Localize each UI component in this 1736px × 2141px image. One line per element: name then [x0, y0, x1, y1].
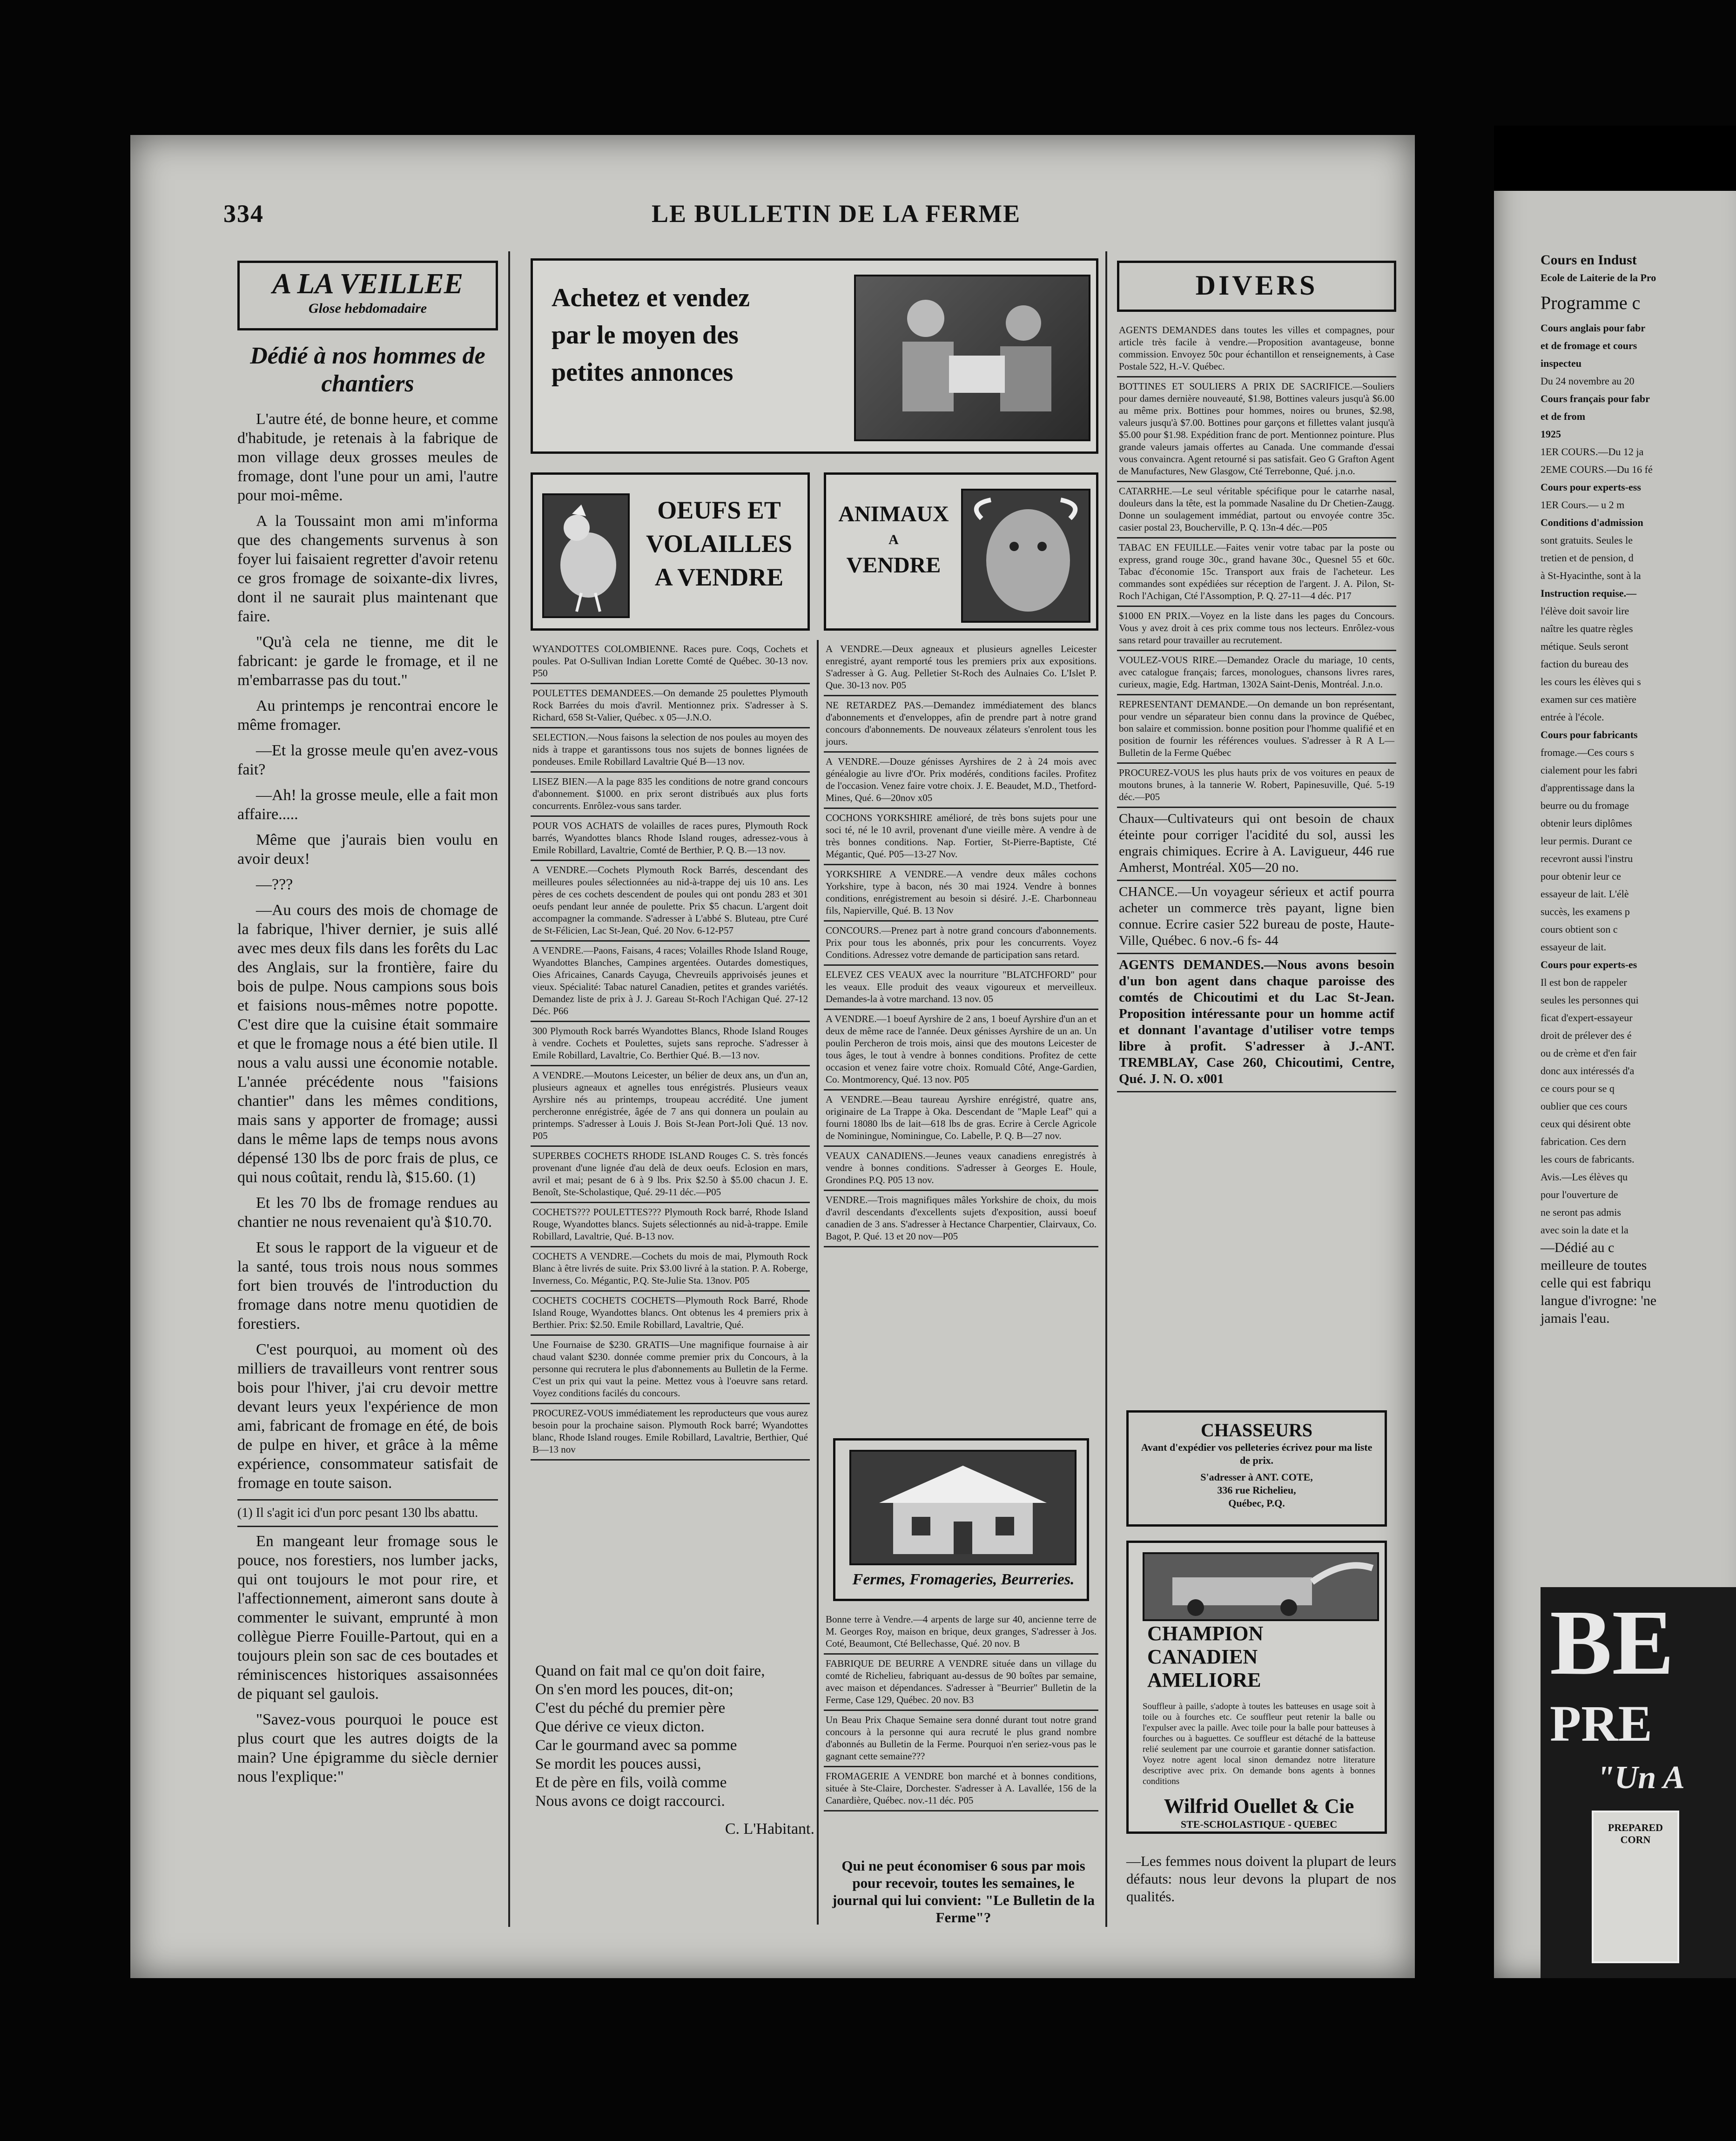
veillee-paragraph: "Qu'à cela ne tienne, me dit le fabricant: je garde le fromage, et il ne m'embarrasse pas du tout." — [237, 633, 498, 689]
classified-ad: LISEZ BIEN.—A la page 835 les conditions de notre grand concours d'abonnement. $1000. en prix seront distribués aux plus forts concurrents. Enrôlez-vous sans tarder. — [531, 773, 810, 817]
champion-line: CHAMPION — [1147, 1622, 1264, 1645]
animaux-header — [824, 472, 1098, 631]
facing-line: ceux qui désirent obte — [1541, 1118, 1631, 1130]
facing-line: métique. Seuls seront — [1541, 640, 1628, 652]
divers-ads-list — [1117, 321, 1396, 1092]
facing-line: oublier que ces cours — [1541, 1100, 1628, 1112]
classified-ad: Bonne terre à Vendre.—4 arpents de large sur 40, ancienne terre de M. Georges Roy, maison en brique, deux granges, S'adresser à Jos. Coté, Beaumont, Cté Bellechasse, Qué. 20 nov. B — [824, 1610, 1098, 1655]
classified-ad: VOULEZ-VOUS RIRE.—Demandez Oracle du mariage, 10 cents, avec catalogue français; farces, monologues, chansons livres rares, curieux, magie, Edg. Hartman, 1302A Saint-Denis, Montréal. J.n.o. — [1117, 651, 1396, 695]
facing-ad-small: "Un A — [1596, 1760, 1685, 1796]
poem — [535, 1662, 814, 1838]
animaux-ads-list — [824, 640, 1098, 1247]
classified-ad: BOTTINES ET SOULIERS A PRIX DE SACRIFICE.—Souliers pour dames dernière nouveauté, $1.98, Bottines valeurs jusqu'à $6.00 au même prix. Bottines pour hommes, noires ou brunes, $2.98, valeurs jusqu'à $7.00. Bottines pour garçons et fillettes valant jusqu'à $5.00 pour $1.98. Expédition franc de port. Mentionnez pointure. Plus grande valeurs jamais offertes au Canada. Une commande d'essai vous convaincra. Agent retourné si pas satisfait. Geo G Grafton Agent de Manufactures, New Glasgow, Cté Terrebonne, Qué. j.n.o. — [1117, 377, 1396, 482]
classified-ad: Un Beau Prix Chaque Semaine sera donné durant tout notre grand concours à la personne qui aura recruté le plus grand nombre d'abonnés au Bulletin de la Ferme. Pourquoi n'en seriez-vous pas le gagnant cette semaine??? — [824, 1711, 1098, 1767]
animaux-line: A — [888, 532, 899, 547]
bull-head-icon — [963, 491, 1089, 621]
product-box — [1592, 1811, 1679, 1963]
facing-line: et de fromage et cours — [1541, 340, 1637, 351]
chasseurs-text: 336 rue Richelieu, — [1217, 1484, 1296, 1496]
chasseurs-text: S'adresser à ANT. COTE, — [1200, 1471, 1313, 1483]
facing-line: recevront aussi l'instru — [1541, 853, 1633, 864]
subscription-promo: Qui ne peut économiser 6 sous par mois pour recevoir, toutes les semaines, le journal qui lui convient: "Le Bulletin de la Ferme"? — [832, 1858, 1095, 1926]
facing-line: les cours de fabricants. — [1541, 1153, 1635, 1165]
classified-ad: TABAC EN FEUILLE.—Faites venir votre tabac par la poste ou express, grand rouge 30c., grand havane 30c., Quesnel 55 et 60c. Tabac d'économie 15c. Transport aux frais de l'acheteur. Les commandes sont expédiées sur réception de l'argent. J. A. Pilon, St-Roch l'Achigan, Cté l'Assomption, P. Q. 27-11—4 déc. P17 — [1117, 539, 1396, 607]
petites-annonces-banner — [531, 258, 1098, 454]
classified-ad: CATARRHE.—Le seul véritable spécifique pour le catarrhe nasal, douleurs dans la tête, est la pommade Nasaline du Dr Chetien-Zaugg. Donne un soulagement immédiat, partout ou envoyée contre 35c. casier postal 23, Boucherville, P. Q. 13n-4 déc.—P05 — [1117, 482, 1396, 539]
champion-body: Souffleur à paille, s'adopte à toutes les batteuses en usage soit à toile ou à fourches etc. Ce souffleur peut retenir la balle ou l'expulser avec la paille. Avec toile pour la balle pour batteuses à fourches ou à baguettes. Ce souffleur est détaché de la batteuse relié seulement par une courroie et garantie donner satisfaction. Voyez notre agent local sinon demandez notre literature descriptive avec prix. On demande bons agents à bonnes conditions — [1143, 1702, 1375, 1786]
classified-ad: AGENTS DEMANDES dans toutes les villes et compagnes, pour article très facile à vendre.—Proposition avantageuse, bonne commission. Envoyez 50c pour échantillon et renseignements, à Case Postale 522, H.-V. Québec. — [1117, 321, 1396, 377]
classified-ad: VEAUX CANADIENS.—Jeunes veaux canadiens enregistrés à vendre à bonnes conditions. S'adresser à Georges E. Houle, Grondines P.Q. P05 13 nov. — [824, 1147, 1098, 1191]
classified-ad-large: CHANCE.—Un voyageur sérieux et actif pourra acheter un commerce très payant, ligne bien connue. Ecrire casier 522 bureau de poste, Haute-Ville, Québec. 6 nov.-6 fs- 44 — [1117, 881, 1396, 954]
banner-line: par le moyen des — [552, 321, 739, 350]
veillee-paragraph: C'est pourquoi, au moment où des milliers de travailleurs vont rentrer sous bois pour l'hiver, j'ai cru devoir mettre devant leurs yeux l'expérience de mon ami, fabricant de fromage en été, de bois de pulpe en hiver, et grâce à la même expérience, consommateur satisfait de fromage en toute saison. — [237, 1341, 498, 1492]
veillee-paragraph: A la Toussaint mon ami m'informa que des changements survenus à son foyer lui faisaient regretter d'avoir retenu ce gros fromage de soixante-dix livres, dont il ne saurait plus maintenant que faire. — [237, 512, 498, 625]
champion-ad — [1126, 1541, 1387, 1834]
facing-line: cialement pour les fabri — [1541, 764, 1638, 776]
classified-ad: CONCOURS.—Prenez part à notre grand concours d'abonnements. Prix pour tous les abonnés, prix pour les concurrents. Voyez Conditions. Adressez votre demande de participation sans retard. — [824, 922, 1098, 966]
classified-ad: ELEVEZ CES VEAUX avec la nourriture "BLATCHFORD" pour les veaux. Elle produit des veaux vigoureux et merveilleux. Demandes-la à votre marchand. 13 nov. 05 — [824, 966, 1098, 1010]
chasseurs-title: CHASSEURS — [1200, 1420, 1313, 1441]
facing-line: ce cours pour se q — [1541, 1083, 1615, 1094]
poem-line: Que dérive ce vieux dicton. — [535, 1718, 705, 1735]
veillee-body — [237, 410, 498, 1793]
facing-line: 1925 — [1541, 428, 1561, 440]
facing-line: les cours les élèves qui s — [1541, 676, 1641, 687]
champion-line: AMELIORE — [1147, 1669, 1261, 1691]
classified-ad: COCHETS COCHETS COCHETS—Plymouth Rock Barré, Rhode Island Rouge, Wyandottes blancs. Ont obtenus les 4 premiers prix à Berthier. Prix: $2.50. Emile Robillard, Lavaltrie, Qué. — [531, 1292, 810, 1336]
facing-line: et de from — [1541, 411, 1586, 422]
column-rule — [1105, 251, 1107, 1927]
poem-line: Car le gourmand avec sa pomme — [535, 1737, 737, 1754]
veillee-header-box — [237, 261, 498, 330]
facing-line: Cours en Indust — [1541, 252, 1637, 268]
facing-line: Ecole de Laiterie de la Pro — [1541, 272, 1656, 283]
classified-ad: PROCUREZ-VOUS les plus hauts prix de vos voitures en peaux de moutons brunes, à la tannerie W. Robert, Papinesuville, Qué. 5-19 déc.—P05 — [1117, 764, 1396, 808]
couple-reading-illustration — [854, 275, 1090, 441]
facing-line: leur permis. Durant ce — [1541, 835, 1632, 847]
chasseurs-ad — [1126, 1410, 1387, 1527]
classified-ad: 300 Plymouth Rock barrés Wyandottes Blancs, Rhode Island Rouges à vendre. Cochets et Poulettes, sujets sans reproche. S'adresser à Emile Robillard, Lavaltrie, Co. Berthier Qué. B.—13 nov. — [531, 1022, 810, 1066]
veillee-paragraph: —Ah! la grosse meule, elle a fait mon affaire..... — [237, 787, 498, 823]
facing-line: Cours pour experts-es — [1541, 959, 1637, 970]
product-box-label: PREPARED CORN — [1608, 1822, 1663, 1845]
facing-line: entrée à l'école. — [1541, 711, 1604, 723]
facing-line: celle qui est fabriqu — [1541, 1275, 1651, 1291]
veillee-paragraph: —Au cours des mois de chomage de la fabrique, l'hiver dernier, je suis allé avec mes deux fils dans les forêts du Lac des Anglais, sur la frontière, faire du bois de pulpe. Nous campions sous bois et faisions nous-mêmes notre popotte. C'est dire que la cuisine était sommaire et que le fromage nous a été bien utile. Il nous a valu aussi une économie notable. L'année précédente nous "faisions chantier" dans les mêmes conditions, mais sans y apporter de fromage; aussi dans le même laps de temps nous avons dépensé 130 lbs de porc frais de plus, ce qui nous coûtait, rendu là, $15.60. (1) — [237, 902, 498, 1186]
facing-line: naître les quatre règles — [1541, 623, 1633, 634]
facing-ad-mid: PRE — [1550, 1695, 1652, 1752]
veillee-paragraph: "Savez-vous pourquoi le pouce est plus court que les autres doigts de la main? Une épigramme du siècle dernier nous l'explique:" — [237, 1711, 498, 1785]
rooster-illustration — [542, 493, 630, 618]
thresher-illustration — [1143, 1552, 1379, 1621]
facing-line: jamais l'eau. — [1541, 1311, 1610, 1326]
facing-line: 1ER Cours.— u 2 m — [1541, 499, 1625, 511]
facing-line: Avis.—Les élèves qu — [1541, 1171, 1628, 1183]
veillee-paragraph: —Et la grosse meule qu'en avez-vous fait? — [237, 742, 498, 778]
classified-ad-large: AGENTS DEMANDES.—Nous avons besoin d'un bon agent dans chaque paroisse des comtés de Chicoutimi et du Lac St-Jean. Proposition intéressante pour un homme actif et donnant l'avantage d'utiliser votre temps libre à profit. S'adresser à J.-ANT. TREMBLAY, Case 260, Chicoutimi, Centre, Qué. J. N. O. x001 — [1117, 954, 1396, 1092]
facing-line: ou de crème et d'en fair — [1541, 1047, 1637, 1059]
farmhouse-icon — [851, 1452, 1075, 1563]
classified-ad: FROMAGERIE A VENDRE bon marché et à bonnes conditions, située à Ste-Claire, Dorchester. S'adresser à A. Lavallée, 156 de la Canardière, Québec. nov.-11 déc. P05 — [824, 1767, 1098, 1811]
facing-line: pour obtenir leur ce — [1541, 870, 1621, 882]
facing-line: Cours pour experts-ess — [1541, 481, 1641, 493]
column-rule — [508, 251, 510, 1927]
facing-line: Instruction requise.— — [1541, 587, 1637, 599]
facing-ad-big: BE — [1550, 1591, 1674, 1694]
facing-line: essayeur de lait. L'élè — [1541, 888, 1629, 900]
divers-title: DIVERS — [1195, 270, 1318, 301]
classified-ad: SELECTION.—Nous faisons la selection de nos poules au moyen des nids à trappe et garantissons tous nos sujets de bonnes lignées de pondeuses. Emile Robillard Lavaltrie Qué B—13 nov. — [531, 728, 810, 773]
farmhouse-illustration — [849, 1450, 1077, 1565]
newspaper-page — [130, 135, 1415, 1978]
classified-ad: $1000 EN PRIX.—Voyez en la liste dans les pages du Concours. Vous y avez droit à ces prix comme tous nos lecteurs. Enrôlez-vous sans retard pour travailler au recrutement. — [1117, 607, 1396, 651]
facing-ad-block — [1541, 1587, 1736, 1978]
facing-line: Conditions d'admission — [1541, 517, 1643, 528]
facing-line: langue d'ivrogne: 'ne — [1541, 1293, 1657, 1308]
veillee-paragraph: Au printemps je rencontrai encore le même fromager. — [237, 697, 498, 734]
animaux-line: ANIMAUX — [838, 502, 949, 526]
fermes-illustration-box — [833, 1438, 1089, 1601]
animaux-line: VENDRE — [846, 553, 941, 578]
classified-ad: COCHETS A VENDRE.—Cochets du mois de mai, Plymouth Rock Blanc à être livrés de suite. Prix $3.00 livré à la station. P. A. Roberge, Inverness, Co. Mégantic, P.Q. Ste-Julie Sta. 13nov. P05 — [531, 1247, 810, 1292]
classified-ad: A VENDRE.—Douze génisses Ayrshires de 2 à 24 mois avec généalogie au livre d'Or. Prix modérés, conditions faciles. Profitez de l'occasion. Venez faire votre choix. J. E. Beaudet, M.D., Thetford-Mines, Qué. 6—20nov x05 — [824, 753, 1098, 809]
facing-page-text — [1541, 251, 1736, 1327]
veillee-subtitle: Glose hebdomadaire — [308, 301, 427, 316]
page-number: 334 — [223, 200, 264, 228]
poem-line: Et de père en fils, voilà comme — [535, 1774, 727, 1791]
facing-line: ne seront pas admis — [1541, 1206, 1621, 1218]
rooster-icon — [544, 495, 628, 616]
facing-line: Cours pour fabricants — [1541, 729, 1638, 741]
running-title: LE BULLETIN DE LA FERME — [652, 200, 1021, 228]
fermes-ads-list — [824, 1610, 1098, 1811]
facing-line: beurre ou du fromage — [1541, 800, 1629, 811]
facing-line: essayeur de lait. — [1541, 941, 1607, 953]
facing-line: Cours anglais pour fabr — [1541, 322, 1646, 334]
facing-line: Du 24 novembre au 20 — [1541, 375, 1635, 387]
facing-line: fabrication. Ces dern — [1541, 1136, 1626, 1147]
facing-page-top-edge — [1494, 126, 1736, 191]
classified-ad: COCHETS??? POULETTES??? Plymouth Rock barré, Rhode Island Rouge, Wyandottes blancs. Sujets sélectionnés au nid-à-trappe. Emile Robillard, Lavaltrie, Qué. B-13 nov. — [531, 1203, 810, 1247]
banner-line: Achetez et vendez — [552, 283, 750, 312]
classified-ad: Une Fournaise de $230. GRATIS—Une magnifique fournaise à air chaud valant $230. donnée comme premier prix du Concours, à la personne qui recrutera le plus d'abonnements au Bulletin de la Ferme. C'est un prix qui vaut la peine. Mettez vous à l'oeuvre sans retard. Voyez conditions facilés du concours. — [531, 1336, 810, 1404]
fermes-caption: Fermes, Fromageries, Beurreries. — [852, 1571, 1075, 1588]
veillee-paragraph: Même que j'aurais bien voulu en avoir deux! — [237, 831, 498, 868]
poem-line: Se mordit les pouces aussi, — [535, 1756, 701, 1772]
veillee-paragraph: L'autre été, de bonne heure, et comme d'habitude, je retenais à la fabrique de mon village deux grosses meules de fromage, dont l'une pour un ami, l'autre pour moi-même. — [237, 411, 498, 504]
divers-header — [1117, 261, 1396, 312]
veillee-continuation — [237, 1526, 498, 1786]
oeufs-header-text: OEUFS ET VOLAILLES A VENDRE — [646, 496, 793, 591]
chasseurs-text: Québec, P.Q. — [1228, 1497, 1285, 1509]
classified-ad: A VENDRE.—Beau taureau Ayrshire enrégistré, quatre ans, originaire de La Trappe à Oka. Descendant de "Maple Leaf" qui a fourni 18080 lbs de lait—618 lbs de gras. Ecrire à Cercle Agricole de Nominingue, Nominingue, Co. Labelle, P. Q. B—27 nov. — [824, 1091, 1098, 1147]
facing-line: tretien et de pension, d — [1541, 552, 1634, 564]
facing-line: obtenir leurs diplômes — [1541, 817, 1632, 829]
thresher-machine-icon — [1144, 1554, 1377, 1619]
veillee-title: A LA VEILLEE — [272, 268, 464, 300]
veillee-paragraph: Et les 70 lbs de fromage rendues au chantier ne nous revenaient qu'à $10.70. — [237, 1194, 498, 1231]
facing-line: —Dédié au c — [1541, 1240, 1615, 1255]
classified-ad: YORKSHIRE A VENDRE.—A vendre deux mâles cochons Yorkshire, type à bacon, nés 30 mai 1924. Vendre à bonnes conditions, enrégistrement au besoin si désiré. J.-E. Charbonneau fils, Napierville, Qué. B. 13 Nov — [824, 865, 1098, 922]
champion-brand: Wilfrid Ouellet & Cie — [1164, 1795, 1354, 1818]
facing-line: seules les personnes qui — [1541, 994, 1639, 1006]
champion-place: STE-SCHOLASTIQUE - QUEBEC — [1180, 1818, 1338, 1830]
column-rule — [817, 640, 819, 1925]
classified-ad: A VENDRE.—Moutons Leicester, un bélier de deux ans, un d'un an, plusieurs agneaux et agnelles tous enrégistrés. Plusieurs veaux Ayrshire nés au printemps, troupeau accrédité. Une jument percheronne enrégistrée, âgée de 7 ans qui donnera un poulain au printemps. S'adresser à Louis J. Bois St-Jean Port-Joli Qué. 13 nov. P05 — [531, 1066, 810, 1147]
veillee-headline: Dédié à nos hommes de chantiers — [250, 343, 485, 397]
facing-line: cours obtient son c — [1541, 923, 1618, 935]
classified-ad: POUR VOS ACHATS de volailles de races pures, Plymouth Rock barrés, Wyandottes blancs Rhode Island rouges, adressez-vous à Emile Robillard, Lavaltrie, Comté de Berthier, P. Q. B.—13 nov. — [531, 817, 810, 861]
chasseurs-text: Avant d'expédier vos pelleteries écrivez pour ma liste de prix. — [1141, 1441, 1373, 1466]
facing-line: fromage.—Ces cours s — [1541, 747, 1635, 758]
femmes-quote: —Les femmes nous doivent la plupart de leurs défauts: nous leur devons la plupart de nos qualités. — [1126, 1853, 1396, 1905]
classified-ad: FABRIQUE DE BEURRE A VENDRE située dans un village du comté de Richelieu, fabriquant au-dessus de 90 boîtes par semaine, avec maison et dépendances. S'adresser à "Beurrier" Bulletin de la Ferme, Case 129, Québec. 20 nov. B3 — [824, 1655, 1098, 1711]
facing-page-partial — [1494, 126, 1736, 1978]
facing-line: d'apprentissage dans la — [1541, 782, 1635, 794]
facing-line: inspecteu — [1541, 357, 1581, 369]
poem-signature: C. L'Habitant. — [725, 1820, 814, 1838]
facing-line: 1ER COURS.—Du 12 ja — [1541, 446, 1644, 458]
facing-line: droit de prélever des é — [1541, 1030, 1632, 1041]
classified-ad: NE RETARDEZ PAS.—Demandez immédiatement des blancs d'abonnements et d'enveloppes, afin de prendre part à notre grand concours d'abonnements. De nouveaux zélateurs s'enrolent tous les jours. — [824, 696, 1098, 753]
classified-ad: WYANDOTTES COLOMBIENNE. Races pure. Coqs, Cochets et poules. Pat O-Sullivan Indian Lorette Comté de Québec. 30-13 nov. P50 — [531, 640, 810, 684]
facing-line: Cours français pour fabr — [1541, 393, 1650, 404]
banner-line: petites annonces — [552, 358, 733, 387]
facing-line: l'élève doit savoir lire — [1541, 605, 1629, 617]
classified-ad: REPRESENTANT DEMANDE.—On demande un bon représentant, pour vendre un séparateur bien connu dans la province de Québec, bon salaire et commission. bonne position pour l'homme qualifié et en position de fournir les références voulues. S'adresser à R A L—Bulletin de la Ferme Québec — [1117, 695, 1396, 764]
facing-line: Il est bon de rappeler — [1541, 976, 1627, 988]
facing-line: avec soin la date et la — [1541, 1224, 1628, 1236]
animaux-header-text — [835, 498, 952, 582]
classified-ad: VENDRE.—Trois magnifiques mâles Yorkshire de choix, du mois d'avril descendants d'excellents sujets d'exposition, aussi boeuf canadien de 3 ans. S'adresser à Hectance Charpentier, Clairvaux, Co. Bagot, P. Qué. 13 et 20 nov—P05 — [824, 1191, 1098, 1247]
poem-line: Quand on fait mal ce qu'on doit faire, — [535, 1663, 765, 1679]
facing-line: ficat d'expert-essayeur — [1541, 1012, 1633, 1023]
facing-line: pour l'ouverture de — [1541, 1189, 1618, 1200]
facing-line: donc aux intéressés d'a — [1541, 1065, 1635, 1077]
facing-line: succès, les examens p — [1541, 906, 1630, 917]
facing-line: faction du bureau des — [1541, 658, 1628, 670]
classified-ad: A VENDRE.—Cochets Plymouth Rock Barrés, descendant des meilleures poules sélectionnées au nid-à-trappe dej uis 10 ans. Les pères de ces cochets descendent de poules qui ont pondu 283 et 301 oeufs pendant leur année de poulette. Prix $5 chacun. L'argent doit accompagner la commande. S'adresser à L'abbé S. Bluteau, ptre Curé de St-Félicien, Lac St-Jean, Qué. 20 Nov. 6-12-P57 — [531, 861, 810, 942]
veillee-footnote: (1) Il s'agit ici d'un porc pesant 130 lbs abattu. — [237, 1499, 498, 1521]
couple-reading-icon — [856, 276, 1089, 439]
facing-line: examen sur ces matière — [1541, 693, 1636, 705]
bull-illustration — [961, 489, 1090, 623]
classified-ad-large: Chaux—Cultivateurs qui ont besoin de chaux éteinte pour corriger l'acidité du sol, aussi les engrais chimiques. Ecrire à A. Lavigueur, 446 rue Amherst, Montréal. X05—20 no. — [1117, 808, 1396, 881]
classified-ad: SUPERBES COCHETS RHODE ISLAND Rouges C. S. très foncés provenant d'une lignée d'au delà de deux oeufs. Eclosion en mars, avril et mai; pesant de 6 à 9 lbs. Prix $2.50 à $5.00 chacun J. E. Benoît, Ste-Scholastique, Qué. 29-11 déc.—P05 — [531, 1147, 810, 1203]
oeufs-ads-list — [531, 640, 810, 1461]
banner-text — [552, 279, 750, 391]
poem-line: Nous avons ce doigt raccourci. — [535, 1793, 725, 1810]
facing-line: Programme c — [1541, 292, 1641, 313]
classified-ad: A VENDRE.—Deux agneaux et plusieurs agnelles Leicester enregistré, ayant remporté tous les premiers prix aux expositions. S'adresser à G. Aug. Pelletier St-Roch des Aulnaies Co. L'Islet P. Que. 30-13 nov. P05 — [824, 640, 1098, 696]
veillee-paragraph: Et sous le rapport de la vigueur et de la santé, tous trois nous nous sommes fort bien trouvés de l'introduction du fromage dans notre menu quotidien de forestiers. — [237, 1239, 498, 1333]
classified-ad: A VENDRE.—1 boeuf Ayrshire de 2 ans, 1 boeuf Ayrshire d'un an et deux de même race de l'année. Deux génisses Ayrshire de un an. Un poulin Percheron de trois mois, ainsi que des moutons Leicester de tous âges, le tout à vendre à bonnes conditions. Profitez de cette occasion et venez faire votre choix. Romuald Côté, Ange-Gardien, Co. Montmorency, Qué. 13 nov. P05 — [824, 1010, 1098, 1091]
champion-title — [1147, 1622, 1263, 1692]
facing-line: meilleure de toutes — [1541, 1258, 1647, 1273]
classified-ad: PROCUREZ-VOUS immédiatement les reproducteurs que vous aurez besoin pour la prochaine saison. Plymouth Rock barré; Wyandottes blanc, Rhode Island rouges. Emile Robillard, Lavaltrie, Berthier, Qué B—13 nov — [531, 1404, 810, 1461]
champion-line: CANADIEN — [1147, 1645, 1258, 1668]
veillee-paragraph: En mangeant leur fromage sous le pouce, nos forestiers, nos lumber jacks, qui ont toujours le mot pour rire, et l'affectionnement, aimeront sans doute à commenter le suivant, emprunté à mon collègue Pierre Fouille-Partout, qui en a toujours plein son sac de ces boutades et réminiscences historiques assaisonnées de piquant sel gaulois. — [237, 1533, 498, 1703]
facing-line: sont gratuits. Seules le — [1541, 534, 1633, 546]
classified-ad: A VENDRE.—Paons, Faisans, 4 races; Volailles Rhode Island Rouge, Wyandottes Blanches, Campines argentées. Outardes domestiques, Oies Africaines, Canards Cayuga, Chevreuils apprivoisés jeunes et vieux. Spécialité: Tabac naturel Canadien, petites et grandes variétés. Demandez liste de prix à J. J. Gareau St-Roch l'Achigan Qué. 27-12 Déc. P66 — [531, 942, 810, 1022]
classified-ad: COCHONS YORKSHIRE amélioré, de très bons sujets pour une soci té, né le 10 avril, provenant d'une vieille mère. A vendre à de très bonnes conditions. Nap. Fortier, St-Pierre-Baptiste, Cté Mégantic, Qué. P05—13-27 Nov. — [824, 809, 1098, 865]
veillee-paragraph: —??? — [256, 876, 293, 893]
oeufs-volailles-header — [531, 472, 810, 631]
poem-line: On s'en mord les pouces, dit-on; — [535, 1681, 733, 1698]
classified-ad: POULETTES DEMANDEES.—On demande 25 poulettes Plymouth Rock Barrées du mois d'avril. Mentionnez prix. S'adresser à S. Richard, 658 St-Valier, Québec. x 05—J.N.O. — [531, 684, 810, 728]
poem-line: C'est du péché du premier père — [535, 1700, 726, 1717]
facing-line: à St-Hyacinthe, sont à la — [1541, 570, 1641, 581]
facing-line: 2EME COURS.—Du 16 fé — [1541, 464, 1653, 475]
